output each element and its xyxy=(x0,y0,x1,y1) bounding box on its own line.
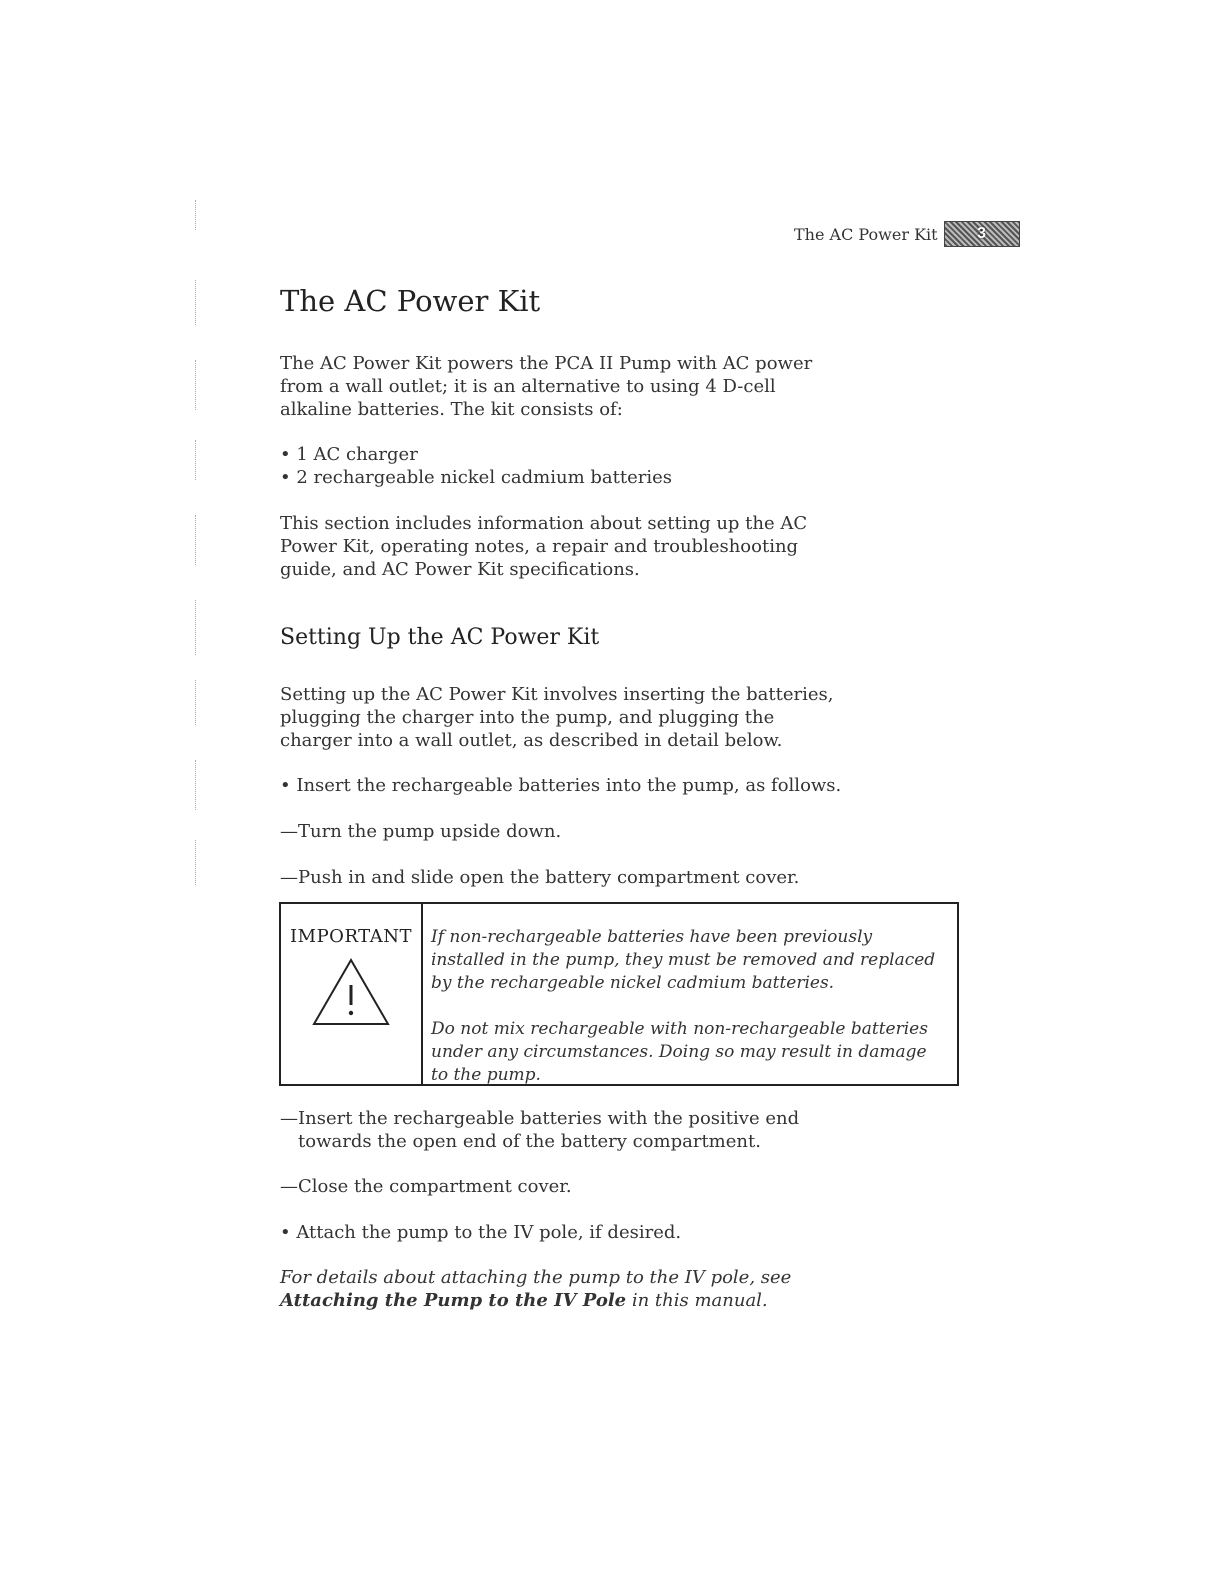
important-label-cell xyxy=(281,904,423,1084)
substep-insert-positive-end xyxy=(280,1107,799,1153)
running-title: The AC Power Kit xyxy=(794,224,938,244)
important-para-2: Do not mix rechargeable with non-rechargeable batteries under any circumstances. Doing so may result in damage to the pump. xyxy=(431,1019,928,1085)
substep-turn-pump: —Turn the pump upside down. xyxy=(280,821,562,842)
step-attach-iv-pole: • Attach the pump to the IV pole, if desired. xyxy=(280,1222,682,1243)
substep-line-2: towards the open end of the battery compartment. xyxy=(298,1131,761,1152)
substep-open-cover: —Push in and slide open the battery compartment cover. xyxy=(280,867,800,888)
important-text-cell xyxy=(423,904,957,1084)
setup-intro: Setting up the AC Power Kit involves inserting the batteries, plugging the charger into the pump, and plugging the charger into a wall outlet, as described in detail below. xyxy=(280,684,834,751)
running-header xyxy=(794,221,1020,247)
section-summary: This section includes information about setting up the AC Power Kit, operating notes, a repair and troubleshooting guide, and AC Power Kit specifications. xyxy=(280,513,808,580)
kit-items-list xyxy=(280,443,672,489)
note-reference: Attaching the Pump to the IV Pole xyxy=(280,1290,627,1311)
substep-close-cover: —Close the compartment cover. xyxy=(280,1176,572,1197)
important-label: IMPORTANT xyxy=(290,926,412,947)
page-number-tab xyxy=(944,221,1020,247)
page-title: The AC Power Kit xyxy=(280,284,541,318)
section-heading: Setting Up the AC Power Kit xyxy=(280,625,600,650)
list-item: • 2 rechargeable nickel cadmium batteries xyxy=(280,466,672,489)
details-note xyxy=(280,1266,840,1312)
step-text: Insert the rechargeable batteries into the pump, as follows. xyxy=(296,775,842,796)
note-suffix: in this manual. xyxy=(626,1290,768,1311)
substep-line-1: —Insert the rechargeable batteries with the positive end xyxy=(280,1108,800,1129)
list-item: • 1 AC charger xyxy=(280,443,672,466)
step-insert-batteries: • Insert the rechargeable batteries into the pump, as follows. xyxy=(280,775,842,796)
important-para-1: If non-rechargeable batteries have been previously installed in the pump, they must be removed and replaced by the rechargeable nickel cadmium batteries. xyxy=(431,927,936,993)
note-prefix: For details about attaching the pump to the IV pole, see xyxy=(280,1267,792,1288)
warning-triangle-icon xyxy=(311,957,391,1027)
margin-binding-marks xyxy=(195,200,255,1340)
page-number: 3 xyxy=(977,225,987,242)
step-text: Attach the pump to the IV pole, if desired. xyxy=(296,1222,682,1243)
important-notice xyxy=(279,902,959,1086)
intro-paragraph: The AC Power Kit powers the PCA II Pump with AC power from a wall outlet; it is an alternative to using 4 D-cell alkaline batteries. The kit consists of: xyxy=(280,353,813,420)
